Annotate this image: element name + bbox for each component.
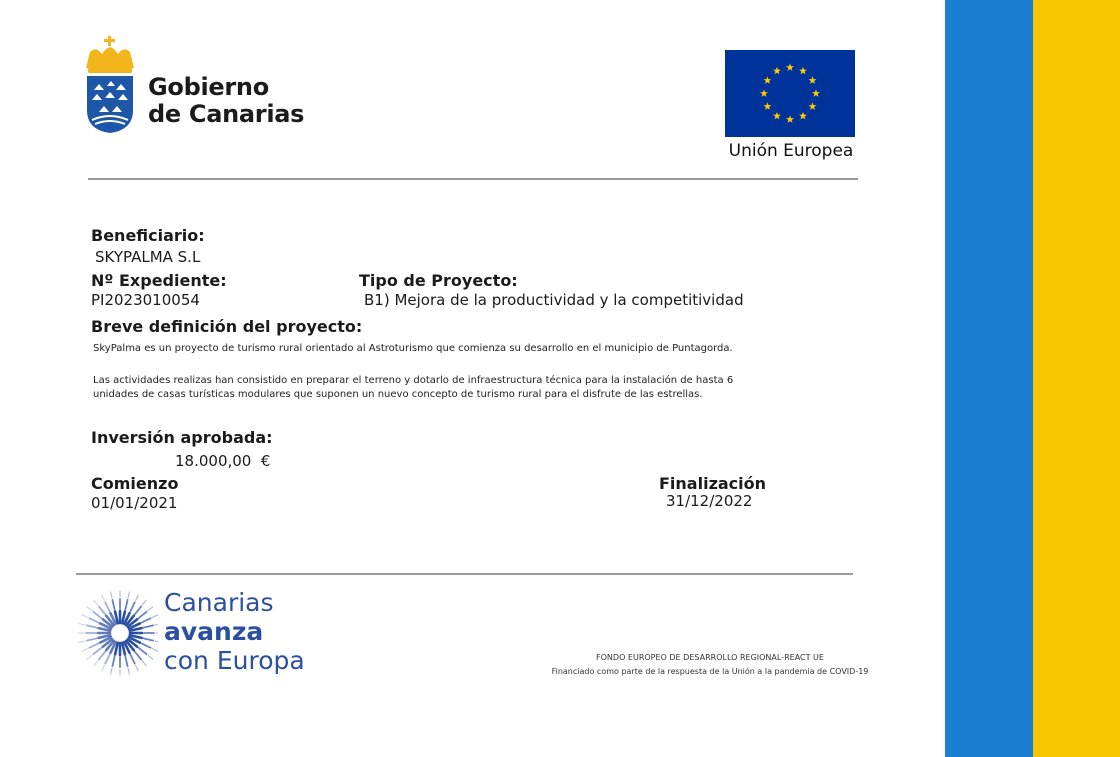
crown-icon: [86, 36, 134, 73]
burst-ray: [93, 612, 101, 618]
burst-ray: [135, 652, 141, 660]
eu-flag-icon: [725, 50, 855, 137]
burst-ray: [130, 602, 134, 611]
burst-ray: [112, 656, 114, 666]
burst-ray: [136, 665, 139, 670]
burst-ray: [152, 649, 157, 652]
finalizacion-value: 31/12/2022: [666, 492, 753, 510]
gobierno-canarias-wordmark: [148, 74, 304, 128]
burst-ray: [105, 655, 109, 664]
burst-ray: [143, 638, 153, 640]
burst-ray: [152, 615, 157, 618]
burst-ray: [79, 624, 85, 625]
burst-ray: [142, 618, 151, 622]
burst-ray: [87, 638, 97, 640]
beneficiario-value: SKYPALMA S.L: [95, 248, 201, 266]
burst-ray: [143, 625, 153, 627]
burst-ray: [128, 592, 129, 598]
fondo-europeo-text: [530, 651, 890, 679]
burst-ray: [155, 641, 158, 642]
fondo-line1: FONDO EUROPEO DE DESARROLLO REGIONAL-REACT UE: [596, 653, 824, 662]
canarias-avanza-burst-icon: [76, 590, 158, 676]
burst-ray: [142, 600, 146, 605]
burst-ray: [87, 607, 92, 611]
finalizacion-label: Finalización: [659, 474, 767, 493]
burst-ray: [125, 600, 127, 610]
burst-ray: [105, 602, 109, 611]
shield-icon: [87, 76, 133, 133]
breve-definicion-p2-line2: unidades de casas turísticas modulares que suponen un nuevo concepto de turismo rural para el disfrute de las estrellas.: [93, 389, 703, 400]
burst-ray: [82, 649, 87, 652]
tipo-proyecto-value: B1) Mejora de la productividad y la competitividad: [364, 291, 744, 309]
burst-ray: [135, 606, 141, 614]
burst-ray: [99, 606, 105, 614]
burst-ray: [125, 656, 127, 666]
tipo-proyecto-label: Tipo de Proyecto:: [359, 271, 518, 290]
breve-definicion-label: Breve definición del proyecto:: [91, 317, 363, 336]
comienzo-value: 01/01/2021: [91, 494, 178, 512]
burst-ray: [87, 655, 92, 659]
inversion-label: Inversión aprobada:: [91, 428, 273, 447]
burst-ray: [139, 648, 147, 654]
yellow-stripe: [1033, 0, 1120, 757]
beneficiario-label: Beneficiario:: [91, 226, 205, 245]
top-divider: [88, 178, 858, 180]
fondo-line2: Financiado como parte de la respuesta de la Unión a la pandemia de COVID-19: [551, 667, 869, 676]
burst-ray: [94, 600, 98, 605]
gobierno-line1: Gobierno: [148, 73, 269, 101]
cae-line3: con Europa: [164, 646, 305, 675]
blue-stripe: [945, 0, 1033, 757]
burst-ray: [128, 668, 129, 674]
breve-definicion-p2-line1: Las actividades realizas han consistido en preparar el terreno y dotarlo de infraestructura técnica para la instalación de hasta 6: [93, 375, 734, 386]
burst-ray: [89, 643, 98, 647]
burst-ray: [102, 595, 105, 600]
cae-line2: avanza: [164, 617, 264, 646]
breve-definicion-p1: SkyPalma es un proyecto de turismo rural orientado al Astroturismo que comienza su desarrollo en el municipio de Puntagorda.: [93, 343, 733, 354]
cae-line1: Canarias: [164, 588, 274, 617]
burst-ray: [130, 655, 134, 664]
burst-ray: [82, 615, 87, 618]
burst-ray: [89, 618, 98, 622]
inversion-value: 18.000,00 €: [175, 452, 271, 470]
burst-ray: [79, 641, 85, 642]
canarias-avanza-wordmark: [164, 588, 305, 675]
burst-ray: [94, 661, 98, 666]
burst-ray: [111, 668, 112, 674]
burst-ray: [136, 595, 139, 600]
burst-ray: [102, 665, 105, 670]
burst-ray: [99, 652, 105, 660]
burst-ray: [142, 661, 146, 666]
burst-ray: [139, 612, 147, 618]
burst-ray: [142, 643, 151, 647]
burst-ray: [93, 648, 101, 654]
bottom-divider: [76, 573, 853, 575]
burst-ray: [112, 600, 114, 610]
burst-ray: [87, 625, 97, 627]
comienzo-label: Comienzo: [91, 474, 179, 493]
expediente-value: PI2023010054: [91, 291, 200, 309]
burst-ray: [148, 655, 153, 659]
gobierno-line2: de Canarias: [148, 100, 305, 128]
burst-ray: [155, 624, 158, 625]
eu-label: Unión Europea: [728, 141, 854, 161]
expediente-label: Nº Expediente:: [91, 271, 227, 290]
burst-ray: [148, 607, 153, 611]
burst-ray: [111, 592, 112, 598]
